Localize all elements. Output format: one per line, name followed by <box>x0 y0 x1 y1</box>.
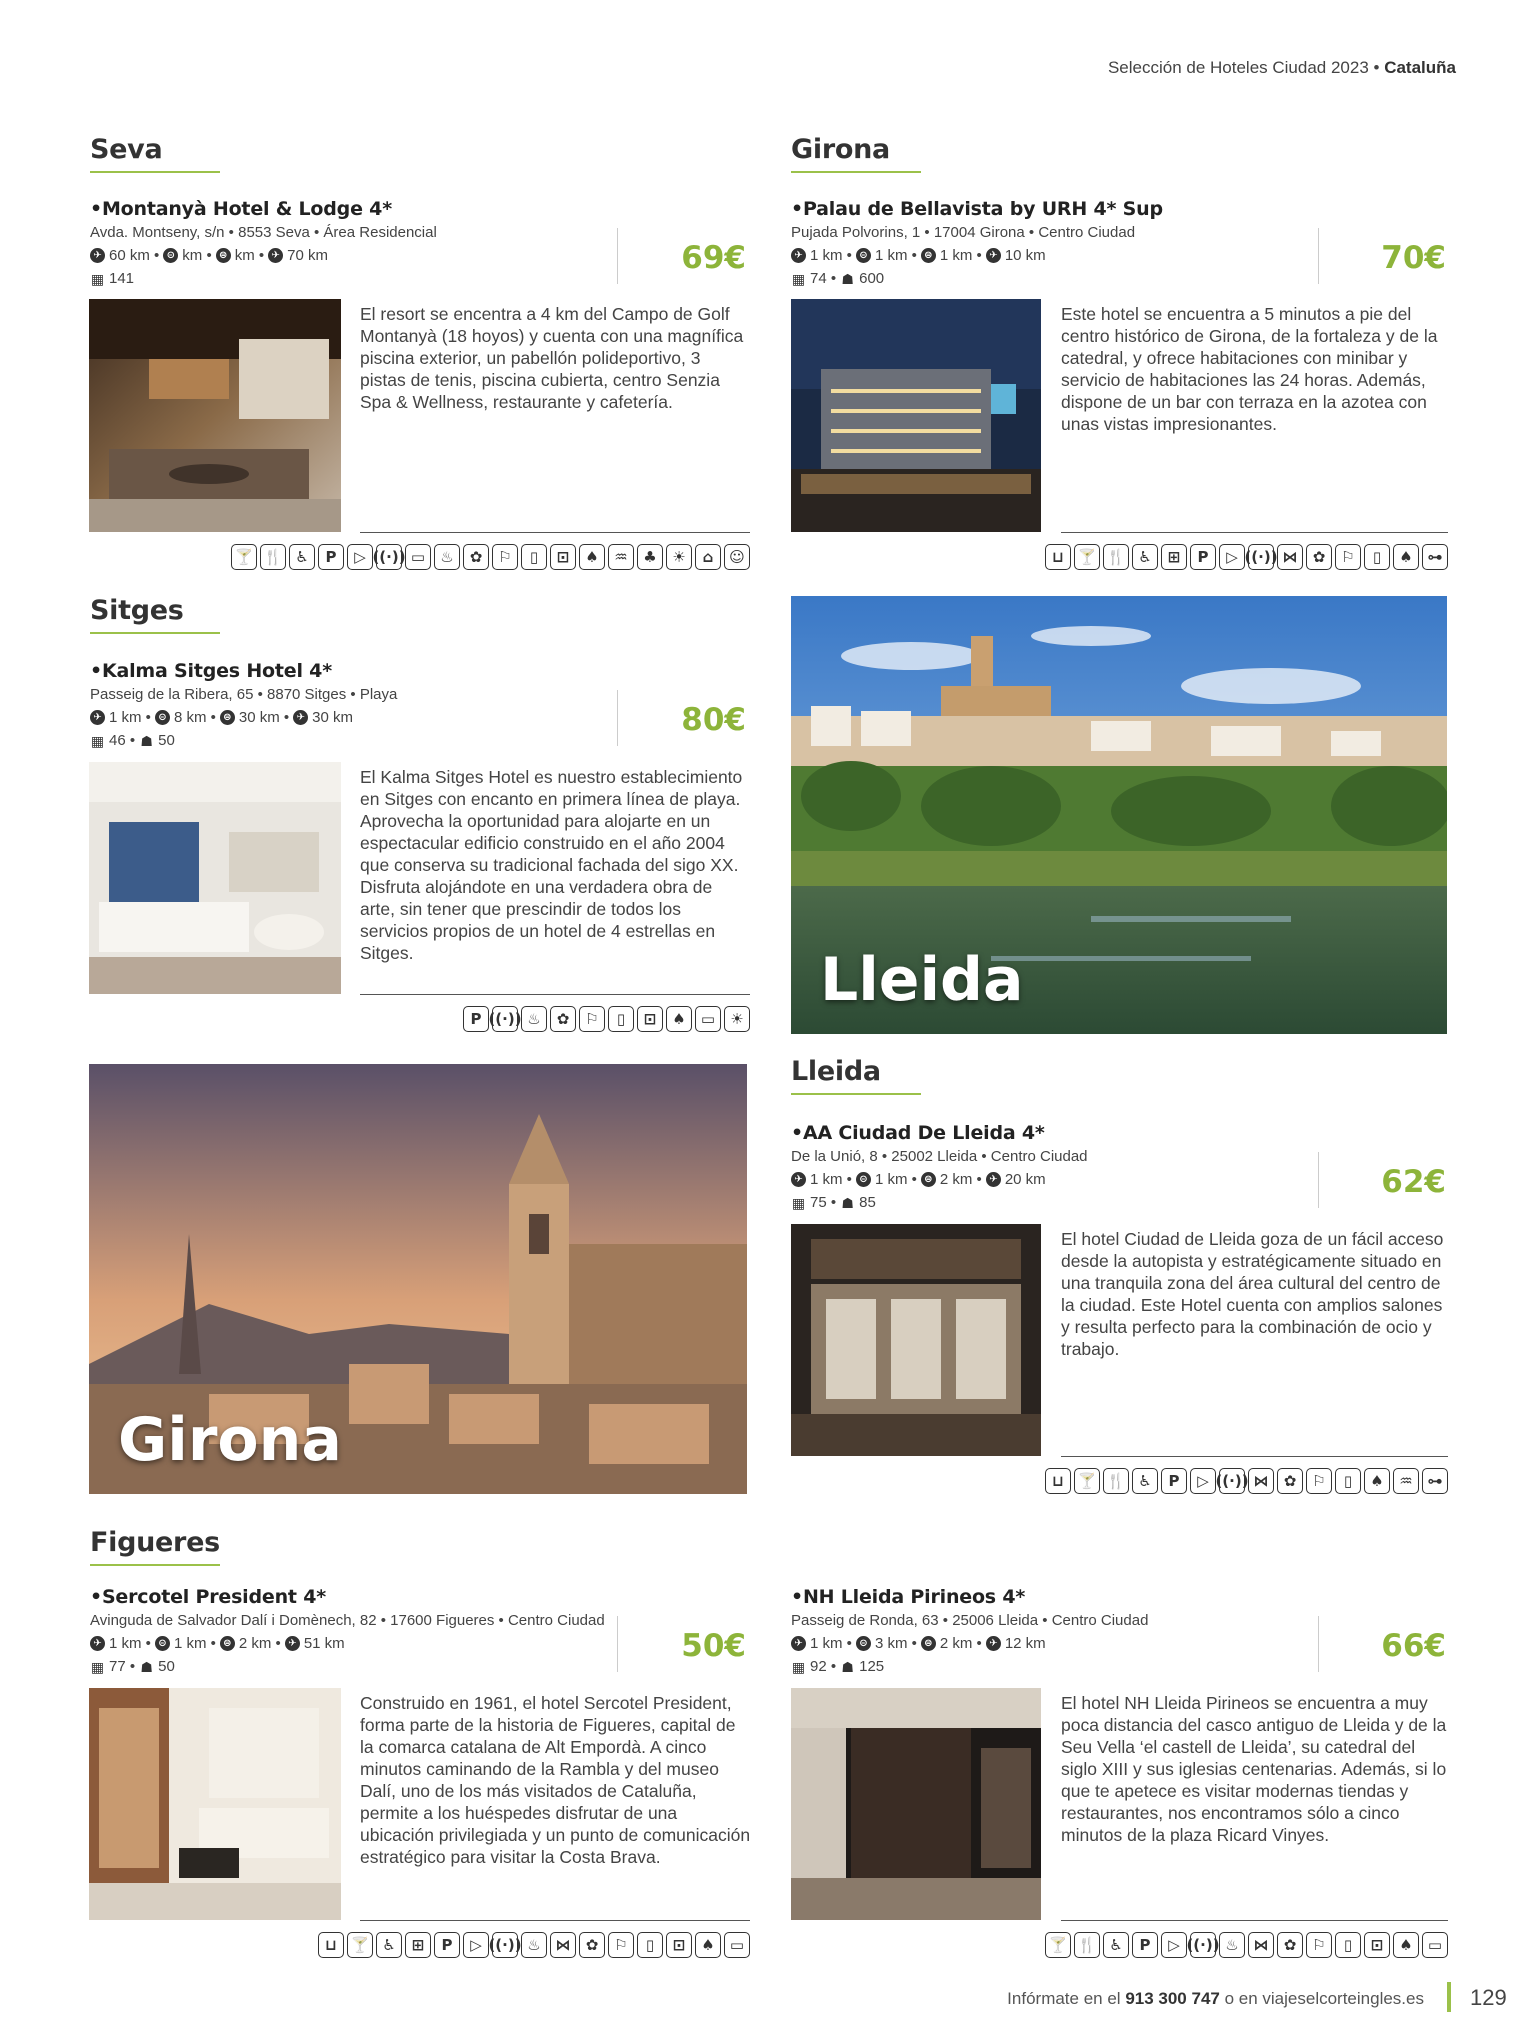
distance-train: km • <box>182 247 212 264</box>
amenities-rule <box>360 994 750 995</box>
sun-terrace-icon: ☀ <box>666 544 692 570</box>
airport-icon: ✈ <box>293 710 308 725</box>
hotel-description: Construido en 1961, el hotel Sercotel President, forma parte de la historia de Figueres, capital de la comarca catalana de Alt Empordà. A cinco minutos caminando de la Rambla y del museo Dalí, uno de los más visitados de Cataluña, permite a los huéspedes disfrutar de una ubicación privilegiada y un punto de comunicación estratégico para visitar la Costa Brava. <box>360 1693 751 1867</box>
distances-row <box>791 1635 1046 1652</box>
room-service-icon: ♠ <box>695 1932 721 1958</box>
amenities-rule <box>1061 532 1448 533</box>
capacity-icon: ☗ <box>140 1658 153 1675</box>
accessible-icon: ♿ <box>1132 1468 1158 1494</box>
meeting-room-icon: ⊞ <box>405 1932 431 1958</box>
parking-icon: P <box>463 1006 489 1032</box>
distance-bus: 30 km • <box>238 709 290 726</box>
luggage-icon: ⊔ <box>318 1932 344 1958</box>
hairdryer-icon: ⚐ <box>492 544 518 570</box>
distance-bus: 1 km • <box>939 247 982 264</box>
distances-row <box>90 709 353 726</box>
rooms-row <box>791 270 884 287</box>
train-icon: ⊝ <box>856 1172 871 1187</box>
parking-icon: P <box>434 1932 460 1958</box>
train-icon: ⊝ <box>856 1636 871 1651</box>
hotel-name: •AA Ciudad De Lleida 4* <box>791 1122 1045 1144</box>
train-icon: ⊝ <box>163 248 178 263</box>
hotel-description: El resort se encentra a 4 km del Campo de Golf Montanyà (18 hoyos) y cuenta con una magnífica piscina exterior, un pabellón polideportivo, 3 pistas de tenis, piscina cubierta, centro Senzia Spa & Wellness, restaurante y cafetería. <box>360 304 744 412</box>
hotel-photo <box>89 1688 341 1920</box>
amenities-row <box>960 544 1448 570</box>
bus-icon: ⊜ <box>220 710 235 725</box>
distance-bus: 2 km • <box>939 1635 982 1652</box>
hotel-name: •Kalma Sitges Hotel 4* <box>90 660 332 682</box>
page-number: 129 <box>1470 1985 1507 2010</box>
distance-far: 51 km <box>303 1635 345 1652</box>
pets-icon: ♨ <box>521 1006 547 1032</box>
parking-icon: P <box>1161 1468 1187 1494</box>
distances-row <box>90 247 328 264</box>
bar-icon: 🍸 <box>231 544 257 570</box>
rooms-icon: ▦ <box>791 270 806 287</box>
safe-icon: ⊡ <box>550 544 576 570</box>
pool-icon: ♣ <box>637 544 663 570</box>
hotel-address: Passeig de la Ribera, 65 • 8870 Sitges • Playa <box>90 686 398 703</box>
phone-icon: ▯ <box>608 1006 634 1032</box>
wifi-icon: ((·)) <box>492 1932 518 1958</box>
hairdryer-icon: ⚐ <box>1335 544 1361 570</box>
distance-bus: 2 km • <box>939 1171 982 1188</box>
plane-icon: ✈ <box>90 1636 105 1651</box>
safe-icon: ⊡ <box>637 1006 663 1032</box>
capacity-icon: ☗ <box>140 732 153 749</box>
footer-info <box>1007 1989 1424 2009</box>
city-heading-lleida: Lleida <box>791 1056 881 1087</box>
ac-icon: ✿ <box>1306 544 1332 570</box>
luggage-icon: ⊔ <box>1045 544 1071 570</box>
bus-icon: ⊜ <box>220 1636 235 1651</box>
hotel-name: •Sercotel President 4* <box>90 1586 326 1608</box>
capacity-icon: ☗ <box>841 1658 854 1675</box>
hotel-photo <box>791 1224 1041 1456</box>
bus-icon: ⊜ <box>216 248 231 263</box>
amenities-row <box>180 544 750 570</box>
rooms-row <box>90 270 134 287</box>
city-heading-figueres: Figueres <box>90 1527 220 1558</box>
capacity-count: 50 <box>158 1658 175 1675</box>
hotel-address: Passeig de Ronda, 63 • 25006 Lleida • Centro Ciudad <box>791 1612 1149 1629</box>
plane-icon: ✈ <box>90 248 105 263</box>
rooms-count: 92 • <box>810 1658 837 1675</box>
bar-icon: 🍸 <box>1074 544 1100 570</box>
hotel-photo <box>89 762 341 994</box>
city-underline <box>90 1564 220 1566</box>
airport-icon: ✈ <box>986 1172 1001 1187</box>
bus-icon: ⊜ <box>921 1636 936 1651</box>
girona-banner-label: Girona <box>118 1405 342 1475</box>
parking-icon: P <box>318 544 344 570</box>
hairdryer-icon: ⚐ <box>1306 1468 1332 1494</box>
room-service-icon: ♠ <box>1393 544 1419 570</box>
airport-icon: ✈ <box>285 1636 300 1651</box>
room-service-icon: ♠ <box>1393 1932 1419 1958</box>
room-service-icon: ♠ <box>666 1006 692 1032</box>
luggage-icon: ⊔ <box>1045 1468 1071 1494</box>
capacity-count: 600 <box>859 270 885 287</box>
city-heading-sitges: Sitges <box>90 595 184 626</box>
ac-icon: ✿ <box>579 1932 605 1958</box>
rooms-count: 75 • <box>810 1194 837 1211</box>
restaurant-icon: 🍴 <box>1074 1932 1100 1958</box>
airport-icon: ✈ <box>268 248 283 263</box>
distance-airport: 1 km • <box>810 247 852 264</box>
distance-airport: 1 km • <box>109 709 151 726</box>
room-service-icon: ♠ <box>579 544 605 570</box>
city-underline <box>90 632 220 634</box>
safe-icon: ⊡ <box>666 1932 692 1958</box>
price-divider <box>617 1616 618 1672</box>
bar-icon: 🍸 <box>1074 1468 1100 1494</box>
safe-icon: ⊡ <box>1364 1932 1390 1958</box>
rooms-count: 46 • <box>109 732 136 749</box>
footer-website[interactable]: o en viajeselcorteingles.es <box>1224 1989 1424 2008</box>
restaurant-icon: 🍴 <box>1103 1468 1129 1494</box>
rooms-row <box>90 1658 175 1675</box>
hotel-description: El Kalma Sitges Hotel es nuestro establecimiento en Sitges con encanto en primera línea de playa. Aprovecha la oportunidad para alojarte en un espectacular edificio construido en el año 2004 que conserva su tradicional fachada del sigo XX. Disfruta alojándote en una verdadera obra de arte, sin tener que prescindir de todos los servicios propios de un hotel de 4 estrellas en Sitges. <box>360 767 743 963</box>
wifi-icon: ((·)) <box>1219 1468 1245 1494</box>
distance-airport: 60 km • <box>109 247 160 264</box>
minibar-icon: ▭ <box>695 1006 721 1032</box>
rooms-icon: ▦ <box>90 732 105 749</box>
footer-phone[interactable]: 913 300 747 <box>1125 1989 1220 2008</box>
hairdryer-icon: ⚐ <box>1306 1932 1332 1958</box>
distance-far: 12 km <box>1004 1635 1046 1652</box>
hotel-address: De la Unió, 8 • 25002 Lleida • Centro Ciudad <box>791 1148 1088 1165</box>
plane-icon: ✈ <box>791 248 806 263</box>
plane-icon: ✈ <box>90 710 105 725</box>
city-heading-seva: Seva <box>90 134 163 165</box>
gym-icon: ⋈ <box>1277 544 1303 570</box>
distance-far: 10 km <box>1004 247 1046 264</box>
distances-row <box>791 247 1046 264</box>
ac-icon: ✿ <box>1277 1468 1303 1494</box>
distances-row <box>791 1171 1046 1188</box>
airport-icon: ✈ <box>986 1636 1001 1651</box>
city-underline <box>791 171 921 173</box>
airport-icon: ✈ <box>986 248 1001 263</box>
page-number-bar <box>1447 1982 1451 2012</box>
hotel-name: •Montanyà Hotel & Lodge 4* <box>90 198 392 220</box>
amenities-row <box>400 1006 750 1032</box>
minibar-icon: ▭ <box>405 544 431 570</box>
ac-icon: ✿ <box>463 544 489 570</box>
distance-far: 30 km <box>312 709 354 726</box>
rooms-row <box>90 732 175 749</box>
kids-club-icon: ☺ <box>724 544 750 570</box>
train-icon: ⊝ <box>856 248 871 263</box>
rooms-icon: ▦ <box>791 1658 806 1675</box>
rooms-row <box>791 1658 884 1675</box>
distance-airport: 1 km • <box>810 1171 852 1188</box>
meeting-room-icon: ⊞ <box>1161 544 1187 570</box>
distance-bus: km • <box>234 247 265 264</box>
amenities-row <box>960 1468 1448 1494</box>
accessible-icon: ♿ <box>1132 544 1158 570</box>
indoor-pool-icon: ⌂ <box>695 544 721 570</box>
bar-icon: 🍸 <box>1045 1932 1071 1958</box>
room-service-icon: ♠ <box>1364 1468 1390 1494</box>
parking-icon: P <box>1190 544 1216 570</box>
capacity-icon: ☗ <box>841 1194 854 1211</box>
rooms-count: 141 <box>109 270 135 287</box>
hotel-description: Este hotel se encuentra a 5 minutos a pie del centro histórico de Girona, de la fortaleza y de la catedral, y ofrece habitaciones con minibar y servicio de habitaciones las 24 horas. Además, dispone de un bar con terraza en la azotea con unas vistas impresionantes. <box>1061 304 1438 434</box>
lleida-banner-label: Lleida <box>820 945 1024 1015</box>
distance-train: 1 km • <box>874 1171 917 1188</box>
tv-icon: ▷ <box>1190 1468 1216 1494</box>
rooms-icon: ▦ <box>90 270 105 287</box>
tv-icon: ▷ <box>463 1932 489 1958</box>
train-icon: ⊝ <box>155 710 170 725</box>
city-underline <box>90 171 220 173</box>
rooms-count: 74 • <box>810 270 837 287</box>
tv-icon: ▷ <box>1219 544 1245 570</box>
capacity-icon: ☗ <box>841 270 854 287</box>
distance-bus: 2 km • <box>238 1635 281 1652</box>
distance-airport: 1 km • <box>109 1635 151 1652</box>
city-underline <box>791 1093 921 1095</box>
accessible-icon: ♿ <box>289 544 315 570</box>
price: 69€ <box>681 240 746 276</box>
ac-icon: ✿ <box>550 1006 576 1032</box>
hotel-photo <box>791 299 1041 532</box>
hotel-description: El hotel NH Lleida Pirineos se encuentra a muy poca distancia del casco antiguo de Lleida y de la Seu Vella ‘el castell de Lleida’, su catedral del siglo XIII y sus iglesias centenarias. Además, si lo que te apetece es visitar modernas tiendas y restaurantes, nos encontramos sólo a cinco minutos de la plaza Ricard Vinyes. <box>1061 1693 1447 1845</box>
amenities-row <box>960 1932 1448 1958</box>
accessible-icon: ♿ <box>376 1932 402 1958</box>
city-heading-girona: Girona <box>791 134 890 165</box>
hotel-address: Pujada Polvorins, 1 • 17004 Girona • Centro Ciudad <box>791 224 1136 241</box>
price: 80€ <box>681 702 746 738</box>
page-header <box>1108 58 1456 78</box>
pets-icon: ♨ <box>434 544 460 570</box>
hotel-name: •NH Lleida Pirineos 4* <box>791 1586 1026 1608</box>
amenities-rule <box>1061 1456 1448 1457</box>
hairdryer-icon: ⚐ <box>579 1006 605 1032</box>
amenities-row <box>250 1932 750 1958</box>
phone-icon: ▯ <box>521 544 547 570</box>
hairdryer-icon: ⚐ <box>608 1932 634 1958</box>
accessible-icon: ♿ <box>1103 1932 1129 1958</box>
wifi-icon: ((·)) <box>1190 1932 1216 1958</box>
tv-icon: ▷ <box>1161 1932 1187 1958</box>
phone-icon: ▯ <box>1364 544 1390 570</box>
pets-icon: ♨ <box>521 1932 547 1958</box>
amenities-rule <box>360 1920 750 1921</box>
price: 50€ <box>681 1628 746 1664</box>
minibar-icon: ▭ <box>1422 1932 1448 1958</box>
wifi-icon: ((·)) <box>376 544 402 570</box>
amenities-rule <box>360 532 750 533</box>
bar-icon: 🍸 <box>347 1932 373 1958</box>
sun-terrace-icon: ☀ <box>724 1006 750 1032</box>
hotel-address: Avda. Montseny, s/n • 8553 Seva • Área Residencial <box>90 224 437 241</box>
phone-icon: ▯ <box>1335 1932 1361 1958</box>
distances-row <box>90 1635 345 1652</box>
train-icon: ⊝ <box>155 1636 170 1651</box>
distance-train: 8 km • <box>173 709 216 726</box>
bus-icon: ⊜ <box>921 1172 936 1187</box>
fitness-icon: ⊶ <box>1422 1468 1448 1494</box>
bus-icon: ⊜ <box>921 248 936 263</box>
rooms-count: 77 • <box>109 1658 136 1675</box>
phone-icon: ▯ <box>637 1932 663 1958</box>
spa-icon: ♒ <box>1393 1468 1419 1494</box>
distance-far: 70 km <box>287 247 328 264</box>
catalog-title: Selección de Hoteles Ciudad 2023 • <box>1107 58 1380 77</box>
wifi-icon: ((·)) <box>492 1006 518 1032</box>
phone-icon: ▯ <box>1335 1468 1361 1494</box>
plane-icon: ✈ <box>791 1636 806 1651</box>
price-divider <box>617 690 618 746</box>
region-name: Cataluña <box>1384 58 1456 77</box>
distance-far: 20 km <box>1004 1171 1046 1188</box>
fitness-icon: ⊶ <box>1422 544 1448 570</box>
rooms-icon: ▦ <box>791 1194 806 1211</box>
distance-train: 3 km • <box>874 1635 917 1652</box>
price-divider <box>1318 1616 1319 1672</box>
spa-icon: ♒ <box>608 544 634 570</box>
capacity-count: 85 <box>859 1194 876 1211</box>
price-divider <box>1318 1152 1319 1208</box>
gym-icon: ⋈ <box>550 1932 576 1958</box>
minibar-icon: ▭ <box>724 1932 750 1958</box>
hotel-photo <box>89 299 341 532</box>
rooms-row <box>791 1194 876 1211</box>
distance-airport: 1 km • <box>810 1635 852 1652</box>
wifi-icon: ((·)) <box>1248 544 1274 570</box>
gym-icon: ⋈ <box>1248 1468 1274 1494</box>
capacity-count: 50 <box>158 732 175 749</box>
parking-icon: P <box>1132 1932 1158 1958</box>
restaurant-icon: 🍴 <box>260 544 286 570</box>
restaurant-icon: 🍴 <box>1103 544 1129 570</box>
hotel-address: Avinguda de Salvador Dalí i Domènech, 82 • 17600 Figueres • Centro Ciudad <box>90 1612 605 1629</box>
price: 62€ <box>1381 1164 1446 1200</box>
amenities-rule <box>1061 1920 1448 1921</box>
rooms-icon: ▦ <box>90 1658 105 1675</box>
tv-icon: ▷ <box>347 544 373 570</box>
plane-icon: ✈ <box>791 1172 806 1187</box>
distance-train: 1 km • <box>173 1635 216 1652</box>
price-divider <box>617 228 618 284</box>
footer-prefix: Infórmate en el <box>1007 1989 1121 2008</box>
ac-icon: ✿ <box>1277 1932 1303 1958</box>
hotel-photo <box>791 1688 1041 1920</box>
hotel-description: El hotel Ciudad de Lleida goza de un fácil acceso desde la autopista y estratégicamente situado en una tranquila zona del área cultural del centro de la ciudad. Este Hotel cuenta con amplios salones y resulta perfecto para la combinación de ocio y trabajo. <box>1061 1229 1444 1359</box>
pets-icon: ♨ <box>1219 1932 1245 1958</box>
price: 66€ <box>1381 1628 1446 1664</box>
hotel-name: •Palau de Bellavista by URH 4* Sup <box>791 198 1163 220</box>
price: 70€ <box>1381 240 1446 276</box>
distance-train: 1 km • <box>874 247 917 264</box>
capacity-count: 125 <box>859 1658 885 1675</box>
gym-icon: ⋈ <box>1248 1932 1274 1958</box>
price-divider <box>1318 228 1319 284</box>
